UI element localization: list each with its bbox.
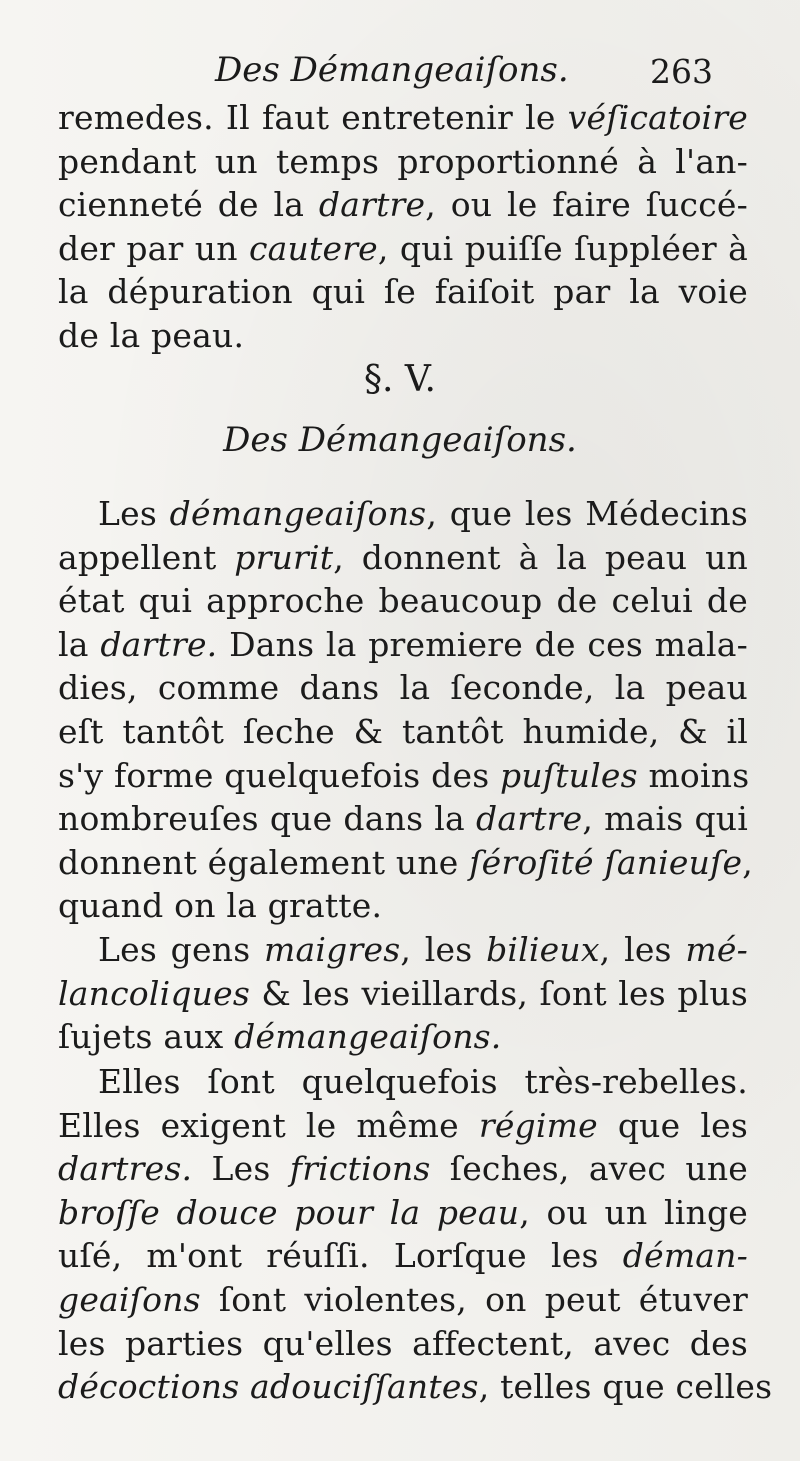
text-run: remedes. Il faut entretenir le <box>58 98 568 137</box>
text-run: moins <box>637 756 750 795</box>
italic-text: prurit <box>234 538 334 577</box>
text-line <box>58 1104 748 1148</box>
text-line <box>58 623 748 667</box>
italic-text: cautere <box>249 229 378 268</box>
text-run: uſé, m'ont réuſſi. Lorſque les <box>58 1236 623 1275</box>
section-title: Des Démangeaiſons. <box>223 420 577 460</box>
italic-text: maigres <box>264 930 401 969</box>
italic-text: décoctions adouciſſantes <box>58 1367 479 1406</box>
italic-text: lancoliques <box>58 974 250 1013</box>
text-run: état qui approche beaucoup de celui de <box>58 581 748 620</box>
text-line <box>98 492 748 536</box>
italic-text: puſtules <box>500 756 638 795</box>
text-run: , telles que celles <box>478 1367 773 1406</box>
text-line <box>58 754 748 798</box>
text-line <box>58 1015 748 1059</box>
text-line <box>58 1234 748 1278</box>
italic-text: dartre. <box>100 625 218 664</box>
text-line <box>58 314 748 358</box>
text-run: ſont violentes, on peut étuver <box>200 1280 748 1319</box>
text-run: Elles exigent le même <box>58 1106 479 1145</box>
text-run: Les gens <box>98 930 265 969</box>
italic-text: frictions <box>289 1149 431 1188</box>
page-number: 263 <box>650 52 713 91</box>
text-run: que les <box>597 1106 748 1145</box>
text-run: der par un <box>58 229 249 268</box>
text-run: Les <box>192 1149 290 1188</box>
text-line <box>58 183 748 227</box>
text-run: les parties qu'elles affectent, avec des <box>58 1324 748 1363</box>
text-run: eſt tantôt ſeche & tantôt humide, & il <box>58 712 748 751</box>
text-run: appellent <box>58 538 235 577</box>
text-run: quand on la gratte. <box>58 886 383 925</box>
italic-text: broſſe douce pour la peau <box>58 1193 520 1232</box>
text-run: & les vieillards, ſont les plus <box>249 974 748 1013</box>
italic-text: geaiſons <box>58 1280 201 1319</box>
text-line <box>58 841 753 885</box>
text-run: ſujets aux <box>58 1017 235 1056</box>
text-line <box>58 1365 773 1409</box>
text-run: cienneté de la <box>58 185 319 224</box>
italic-text: véſicatoire <box>567 98 748 137</box>
italic-text: dartre <box>318 185 426 224</box>
text-line <box>58 1278 748 1322</box>
text-line <box>58 270 748 314</box>
text-line <box>58 579 748 623</box>
text-line <box>58 797 748 841</box>
text-line <box>98 928 748 972</box>
text-line <box>58 227 748 271</box>
text-run: Elles ſont quelquefois très-rebelles. <box>98 1062 748 1101</box>
text-run: la dépuration qui ſe faiſoit par la voie <box>58 272 748 311</box>
text-run: Dans la premiere de ces mala- <box>217 625 748 664</box>
italic-text: dartres. <box>58 1149 193 1188</box>
text-run: dies, comme dans la ſeconde, la peau <box>58 668 748 707</box>
italic-text: régime <box>478 1106 598 1145</box>
text-run: , qui puiſſe ſuppléer à <box>377 229 748 268</box>
text-line <box>58 710 748 754</box>
italic-text: bilieux <box>486 930 600 969</box>
text-run: ſeches, avec une <box>430 1149 749 1188</box>
text-run: , <box>742 843 753 882</box>
section-mark: §. V. <box>363 359 437 400</box>
text-line <box>98 1060 748 1104</box>
text-run: , mais qui <box>582 799 748 838</box>
text-run: pendant un temps proportionné à l'an- <box>58 142 748 181</box>
text-line <box>58 536 748 580</box>
italic-text: démangeaiſons. <box>234 1017 502 1056</box>
text-line <box>58 96 748 140</box>
text-run: , les <box>400 930 487 969</box>
text-run: , donnent à la peau un <box>333 538 748 577</box>
italic-text: démangeaiſons <box>169 494 427 533</box>
italic-text: mé- <box>685 930 748 969</box>
text-run: , ou un linge <box>519 1193 748 1232</box>
italic-text: dartre <box>476 799 583 838</box>
text-line <box>58 1147 748 1191</box>
text-run: Les <box>98 494 170 533</box>
text-run: nombreuſes que dans la <box>58 799 477 838</box>
italic-text: déman- <box>622 1236 748 1275</box>
text-line <box>58 1191 748 1235</box>
text-run: de la peau. <box>58 316 245 355</box>
text-run: , ou le faire ſuccé- <box>425 185 748 224</box>
running-title: Des Démangeaiſons. <box>215 50 569 90</box>
text-line <box>58 140 748 184</box>
text-line <box>58 1322 748 1366</box>
text-line <box>58 972 748 1016</box>
text-run: la <box>58 625 101 664</box>
text-line <box>58 666 748 710</box>
text-run: , les <box>599 930 686 969</box>
text-run: s'y forme quelquefois des <box>58 756 501 795</box>
text-line <box>58 884 748 928</box>
text-run: donnent également une <box>58 843 470 882</box>
italic-text: ſéroſité ſanieuſe <box>469 843 743 882</box>
text-run: , que les Médecins <box>426 494 748 533</box>
